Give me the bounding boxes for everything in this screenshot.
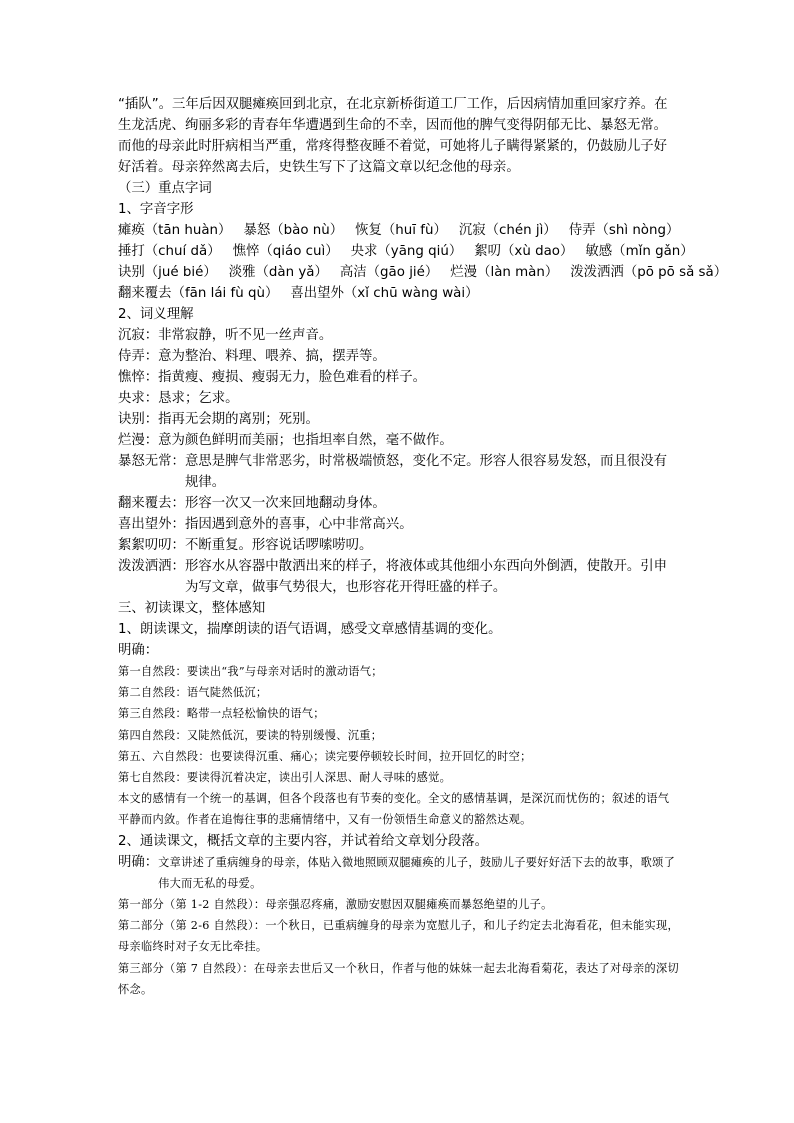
definition-term: 烂漫： [118,433,159,448]
definition-desc: 非常寂静，听不见一丝声音。 [158,328,333,343]
definition-term: 喜出望外： [118,517,185,532]
definition-term: 沉寂： [118,328,159,343]
definition-term: 絮絮叨叨： [118,538,185,553]
section-heading-key-words: （三）重点字词 [118,181,212,196]
reading-line: 第四自然段：又陡然低沉，要读的特别缓慢、沉重； [118,728,383,742]
pinyin-item: 暴怒（bào nù） [243,223,344,238]
pinyin-item: 央求（yāng qiú） [350,244,463,259]
definition-desc: 恳求；乞求。 [158,391,239,406]
definition-item [118,388,680,409]
definition-list [118,325,680,598]
pinyin-item: 诀别（jué bié） [118,265,217,280]
task-1: 1、朗读课文，揣摩朗读的语气语调，感受文章感情基调的变化。 [118,622,502,637]
emotion-note: 本文的感情有一个统一的基调，但各个段落也有节奏的变化。全文的感情基调，是深沉而忧伤的；叙述的语气平静而内敛。作者在追悔往事的悲痛情绪中，又有一份领悟生命意义的豁然达观。 [118,792,670,827]
pinyin-item: 沉寂（chén jì） [458,223,557,238]
definition-item [118,430,680,451]
pinyin-item: 敏感（mǐn gǎn） [585,244,694,259]
summary-block [118,852,680,894]
part-line: 第三部分（第 7 自然段）：在母亲去世后又一个秋日，作者与他的妹妹一起去北海看菊花，表达了对母亲的深切怀念。 [118,961,679,996]
definition-term: 诀别： [118,412,159,427]
definition-desc: 意思是脾气非常恶劣，时常极端愤怒，变化不定。形容人很容易发怒，而且很没有规律。 [184,454,668,490]
definition-desc: 指黄瘦、瘦损、瘦弱无力，脸色难看的样子。 [158,370,426,385]
definition-term: 泼泼洒洒： [118,559,185,574]
pinyin-item: 絮叨（xù dao） [474,244,574,259]
definition-term: 央求： [118,391,159,406]
pinyin-item: 侍弄（shì nòng） [568,223,680,238]
pinyin-item: 捶打（chuí dǎ） [118,244,221,259]
reading-line: 第三自然段：略带一点轻松愉快的语气； [118,707,325,721]
definition-desc: 指因遇到意外的喜事，心中非常高兴。 [184,517,413,532]
part-line: 第一部分（第 1-2 自然段）：母亲强忍疼痛，激励安慰因双腿瘫痪而暴怒绝望的儿子。 [118,898,553,912]
subheading-definitions: 2、词义理解 [118,307,194,322]
definition-item [118,325,680,346]
definition-item [118,493,680,514]
definition-term: 憔悴： [118,370,159,385]
pinyin-row [118,283,680,304]
definition-desc: 指再无会期的离别；死别。 [158,412,319,427]
mingque-label: 明确： [118,643,159,658]
pinyin-item: 烂漫（làn màn） [450,265,559,280]
definition-desc: 意为整治、料理、喂养、搞，摆弄等。 [158,349,386,364]
definition-desc: 形容一次又一次来回地翻动身体。 [184,496,386,511]
definition-term: 暴怒无常： [118,454,185,469]
pinyin-item: 憔悴（qiáo cuì） [232,244,339,259]
pinyin-item: 淡雅（dàn yǎ） [228,265,328,280]
reading-line: 第二自然段：语气陡然低沉； [118,686,268,700]
definition-item [118,556,680,598]
pinyin-item: 泼泼洒洒（pō pō sǎ sǎ） [570,265,728,280]
pinyin-item: 喜出望外（xǐ chū wàng wài） [290,286,479,301]
mingque-label: 明确： [118,854,159,870]
definition-term: 翻来覆去： [118,496,185,511]
summary-text: 文章讲述了重病缠身的母亲，体贴入微地照顾双腿瘫痪的儿子，鼓励儿子要好好活下去的故事，歌颂了伟大而无私的母爱。 [158,855,676,890]
document-page [118,94,728,1000]
section-heading-first-reading: 三、初读课文，整体感知 [118,601,266,616]
definition-item [118,535,680,556]
pinyin-row [118,262,728,283]
definition-item [118,346,680,367]
definition-item [118,451,680,493]
pinyin-item: 恢复（huī fù） [355,223,447,238]
reading-line: 第七自然段：要读得沉着决定，读出引人深思、耐人寻味的感觉。 [118,771,452,785]
task-2: 2、通读课文，概括文章的主要内容，并试着给文章划分段落。 [118,833,489,849]
definition-term: 侍弄： [118,349,159,364]
pinyin-row [118,220,680,241]
pinyin-list [118,220,728,304]
part-line: 第二部分（第 2-6 自然段）：一个秋日，已重病缠身的母亲为宽慰儿子，和儿子约定去北海看花，但未能实现，母亲临终时对子女无比牵挂。 [118,919,679,954]
definition-desc: 形容水从容器中散洒出来的样子，将液体或其他细小东西向外倒洒，使散开。引申为写文章，做事气势很大，也形容花开得旺盛的样子。 [184,559,668,595]
pinyin-row [118,241,694,262]
reading-line: 第五、六自然段：也要读得沉重、痛心；读完要停顿较长时间，拉开回忆的时空； [118,749,532,763]
definition-item [118,367,680,388]
pinyin-item: 瘫痪（tān huàn） [118,223,232,238]
subheading-pronunciation: 1、字音字形 [118,202,194,217]
definition-item [118,409,680,430]
reading-line: 第一自然段：要读出“我”与母亲对话时的激动语气； [118,665,383,678]
pinyin-item: 高洁（gāo jié） [339,265,439,280]
definition-desc: 不断重复。形容说话啰嗦唠叨。 [184,538,373,553]
definition-item [118,514,680,535]
reading-guidance-list [118,661,680,788]
definition-desc: 意为颜色鲜明而美丽；也指坦率自然，毫不做作。 [158,433,453,448]
intro-paragraph: “插队”。三年后因双腿瘫痪回到北京，在北京新桥街道工厂工作，后因病情加重回家疗养。在生龙活虎、绚丽多彩的青春年华遭遇到生命的不幸，因而他的脾气变得阴郁无比、暴怒无常。而他的母亲此时肝病相当严重，常疼得整夜睡不着觉，可她将儿子瞒得紧紧的，仍鼓励儿子好好活着。母亲猝然离去后，史铁生写下了这篇文章以纪念他的母亲。 [118,97,668,175]
pinyin-item: 翻来覆去（fān lái fù qù） [118,286,279,301]
